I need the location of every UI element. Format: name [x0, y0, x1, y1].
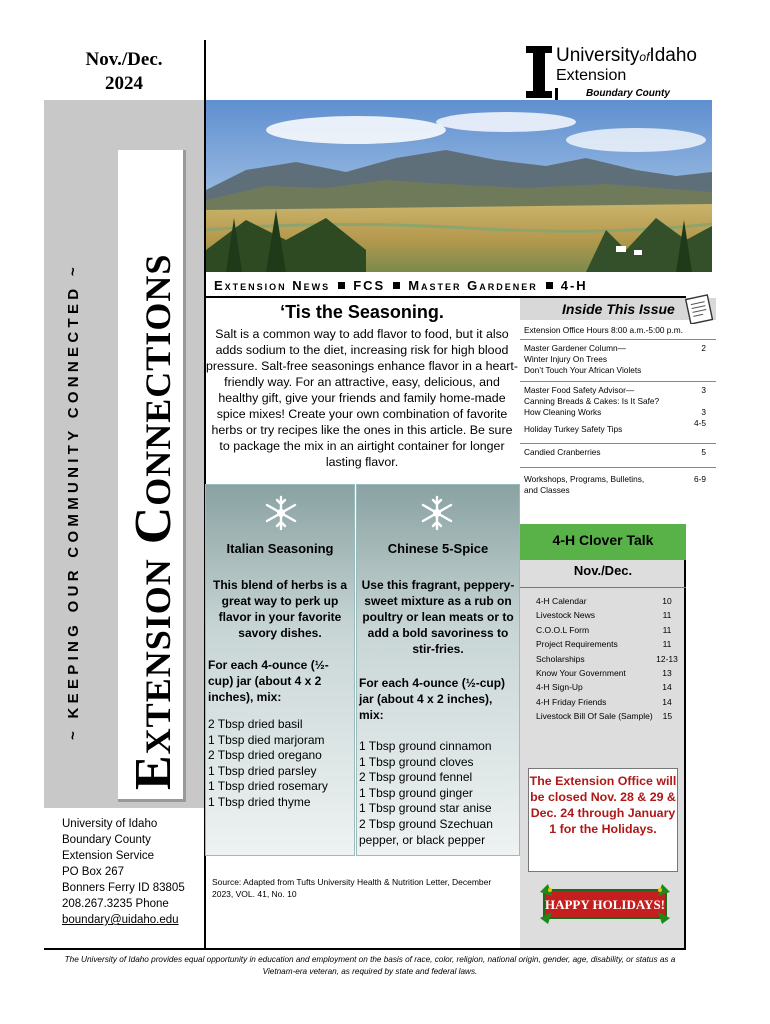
recipe-title: Chinese 5-Spice [387, 541, 489, 556]
list-item[interactable]: 4-H Sign-Up 14 [536, 682, 672, 693]
ingredient: 2 Tbsp ground Szechuan pepper, or black pepper [359, 816, 493, 847]
list-item[interactable]: Know Your Government 13 [536, 668, 672, 679]
recipe-amount: For each 4-ounce (½-cup) jar (about 4 x 2 inches), mix: [208, 658, 329, 704]
article-body: Salt is a common way to add flavor to food, but it also adds sodium to the diet, increasing risk for high blood pressure. Salt-free seasonings enhance flavor in a heart-friendly way. For an attractive, easy, delicious, and healthy gift, give your friends and family home-made spice mixes! Create your own combination of favorite herbs or try recipes like the ones in this article. Be sure to package the mix in an airtight container for longer lasting flavor. [206, 327, 519, 469]
happy-holidays-banner [540, 882, 670, 924]
list-item[interactable]: Project Requirements 11 [536, 639, 672, 650]
ingredient: 1 Tbsp ground star anise [359, 801, 492, 816]
recipe-chinese-5-spice [356, 484, 520, 856]
recipe-intro: This blend of herbs is a great way to perk up flavor in your favorite savory dishes. [212, 578, 348, 640]
recipe-title: Italian Seasoning [226, 541, 334, 556]
list-item[interactable]: C.O.O.L Form 11 [536, 624, 672, 635]
equal-opportunity-footer: The University of Idaho provides equal opportunity in education and employment on the basis of race, color, religion, national origin, gender, age, disability, or status as a Vietnam-era veteran, as required by state and federal laws. [64, 955, 676, 976]
toc-row[interactable]: Master Food Safety Advisor— Canning Breads & Cakes: Is It Safe? How Cleaning Works Holiday Turkey Safety Tips 3 3 4-5 [520, 382, 716, 444]
notepad-icon [682, 294, 716, 324]
office-closed-notice: The Extension Office will be closed Nov. 28 & 29 & Dec. 24 through January 1 for the Holidays. [528, 768, 678, 872]
list-item[interactable]: Scholarships 12-13 [536, 653, 678, 664]
landscape-photo [206, 100, 712, 272]
ingredient: 1 Tbsp dried parsley [208, 763, 317, 778]
toc-row[interactable]: Workshops, Programs, Bulletins, and Classes 6-9 [524, 474, 706, 495]
issue-date: Nov./Dec. 2024 [85, 49, 163, 94]
inside-issue-header: Inside This Issue [520, 298, 716, 320]
university-logo: UniversityofIdaho Extension Boundary County [526, 46, 716, 102]
ingredient: 1 Tbsp dried thyme [208, 794, 311, 809]
ingredient: 1 Tbsp ground cloves [359, 754, 474, 769]
square-bullet-icon [546, 282, 553, 289]
square-bullet-icon [338, 282, 345, 289]
section-4h: 4-H [560, 277, 588, 293]
ingredient: 2 Tbsp dried oregano [208, 748, 322, 763]
ingredient-list [359, 739, 517, 848]
square-bullet-icon [393, 282, 400, 289]
address-line: PO Box 267 [62, 866, 125, 878]
email-link[interactable]: boundary@uidaho.edu [62, 914, 179, 926]
masthead-tagline: ~ KEEPING OUR COMMUNITY CONNECTED ~ [65, 263, 82, 740]
bottom-rule [44, 948, 686, 950]
list-item[interactable]: Livestock News 11 [536, 610, 672, 621]
snowflake-icon [263, 495, 299, 531]
ingredient-list [208, 717, 352, 811]
recipe-amount: For each 4-ounce (½-cup) jar (about 4 x 2 inches), mix: [359, 676, 506, 722]
recipe-intro: Use this fragrant, peppery-sweet mixture as a rub on poultry or lean meats or to add a bold savoriness to stir-fries. [361, 578, 515, 656]
section-master-gardener: Master Gardener [408, 277, 538, 293]
ingredient: 1 Tbsp ground cinnamon [359, 739, 492, 753]
toc-row[interactable]: Extension Office Hours 8:00 a.m.-5:00 p.m. [520, 322, 716, 340]
article-source: Source: Adapted from Tufts University Health & Nutrition Letter, December 2023, VOL. 41, No. 10 [212, 877, 492, 899]
logo-extension: Extension [556, 67, 627, 84]
list-item[interactable]: Livestock Bill Of Sale (Sample) 15 [536, 711, 673, 722]
table-of-contents [520, 322, 716, 499]
address-line: University of Idaho [62, 818, 158, 830]
masthead-title: Extension Connections [125, 253, 182, 790]
idaho-i-icon [526, 46, 552, 98]
ingredient: 2 Tbsp ground fennel [359, 770, 473, 785]
recipe-italian-seasoning [205, 484, 355, 856]
section-fcs: FCS [353, 277, 386, 293]
ingredient: 1 Tbsp died marjoram [208, 732, 325, 747]
logo-county: Boundary County [586, 88, 670, 99]
clover-talk-date: Nov./Dec. [520, 560, 686, 588]
section-extension-news: Extension News [214, 277, 331, 293]
banner-text: HAPPY HOLIDAYS! [544, 897, 666, 912]
address-line: Extension Service [62, 850, 155, 862]
article-title: ‘Tis the Seasoning. [280, 302, 444, 322]
phone-number: 208.267.3235 Phone [62, 898, 169, 910]
ingredient: 1 Tbsp ground ginger [359, 785, 473, 800]
toc-row[interactable]: Candied Cranberries 5 [520, 444, 716, 468]
list-item[interactable]: 4-H Friday Friends 14 [536, 696, 672, 707]
address-line: Bonners Ferry ID 83805 [62, 882, 185, 894]
list-item[interactable]: 4-H Calendar 10 [536, 596, 672, 606]
address-line: Boundary County [62, 834, 151, 846]
clover-talk-title: 4-H Clover Talk [520, 524, 686, 560]
ingredient: 2 Tbsp dried basil [208, 717, 303, 731]
ingredient: 1 Tbsp dried rosemary [208, 779, 328, 794]
toc-row[interactable]: Master Gardener Column— Winter Injury On Trees Don’t Touch Your African Violets 2 [520, 340, 716, 382]
section-nav [214, 276, 704, 294]
clover-talk-list [536, 594, 682, 724]
office-address [62, 816, 202, 928]
snowflake-icon [419, 495, 455, 531]
